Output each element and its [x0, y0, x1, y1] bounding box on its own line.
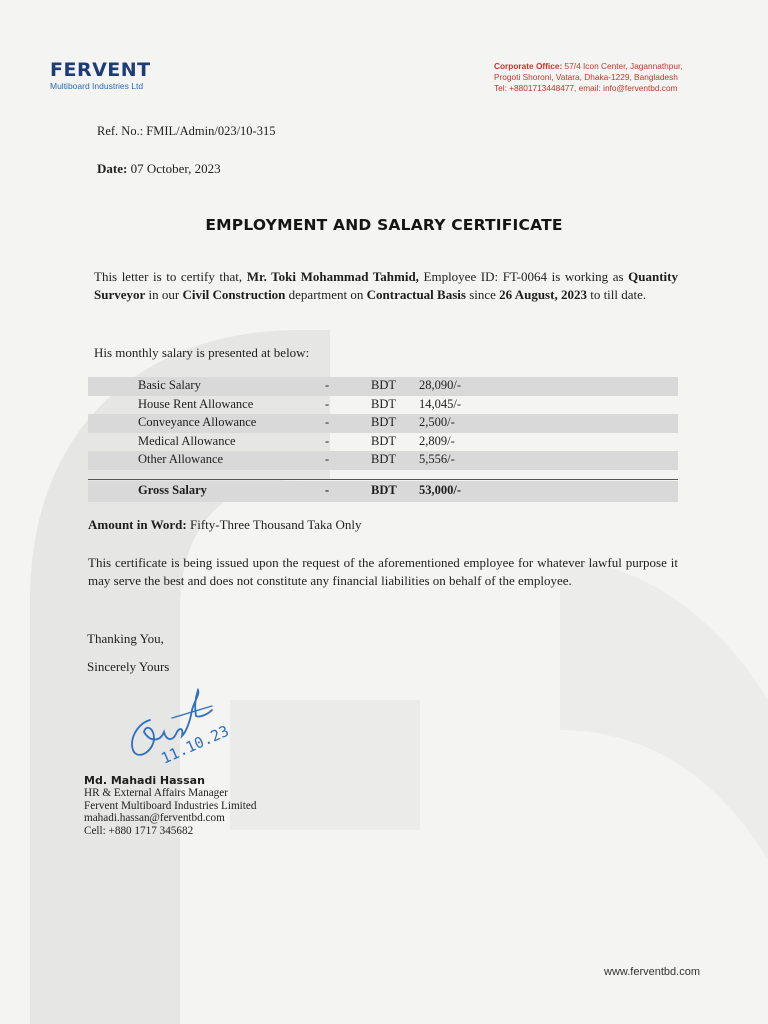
signer-block	[84, 774, 256, 837]
start-date: 26 August, 2023	[499, 287, 587, 302]
corporate-label: Corporate Office:	[494, 61, 563, 71]
intro-text: since	[469, 287, 496, 302]
employment-basis: Contractual Basis	[366, 287, 466, 302]
certification-paragraph	[94, 268, 678, 304]
intro-text: Employee ID: FT-0064 is working as	[423, 269, 624, 284]
salary-dash: -	[325, 396, 330, 411]
gross-currency: BDT	[371, 482, 397, 497]
logo-subtitle: Multiboard Industries Ltd	[50, 81, 144, 91]
corporate-address	[494, 61, 734, 94]
gross-divider	[88, 479, 678, 480]
salary-currency: BDT	[371, 396, 396, 411]
intro-text: to till date.	[590, 287, 647, 302]
salary-dash: -	[325, 433, 330, 448]
logo-name: FERVENT	[50, 59, 151, 81]
thanking-you: Thanking You,	[87, 631, 164, 646]
salary-label: Other Allowance	[138, 452, 224, 466]
salary-amount: 28,090/-	[419, 378, 462, 392]
salary-row	[88, 396, 678, 415]
salary-currency: BDT	[371, 433, 396, 448]
closing-paragraph: This certificate is being issued upon the request of the aforementioned employee for whatever lawful purpose it may serve the best and does not constitute any financial liabilities on behalf of the employee.	[88, 555, 678, 588]
salary-row	[88, 433, 678, 452]
salary-dash: -	[325, 415, 330, 429]
intro-text: This letter is to certify that,	[94, 269, 243, 284]
gross-amount: 53,000/-	[419, 482, 462, 497]
salary-table	[88, 377, 678, 502]
salary-dash: -	[325, 452, 330, 466]
salary-amount: 14,045/-	[419, 396, 462, 411]
intro-text: in our	[148, 287, 180, 302]
gross-label: Gross Salary	[138, 482, 207, 497]
salary-dash: -	[325, 378, 330, 392]
sincerely-yours: Sincerely Yours	[87, 659, 170, 674]
amount-word-value: Fifty-Three Thousand Taka Only	[189, 517, 362, 532]
signature-date: 11.10.23	[158, 721, 232, 768]
employee-name: Mr. Toki Mohammad Tahmid,	[246, 269, 419, 284]
salary-row	[88, 451, 678, 470]
salary-amount: 2,809/-	[419, 433, 455, 448]
salary-amount: 5,556/-	[419, 452, 455, 466]
website-footer: www.ferventbd.com	[604, 966, 700, 978]
corporate-address-line2: Progoti Shoroni, Vatara, Dhaka-1229, Bangladesh	[494, 72, 678, 82]
gross-salary-row	[88, 481, 678, 502]
signer-cell: Cell: +880 1717 345682	[84, 824, 194, 837]
salary-amount: 2,500/-	[419, 415, 455, 429]
company-logo	[50, 60, 151, 91]
salary-intro: His monthly salary is presented at below:	[94, 345, 310, 360]
salary-label: Conveyance Allowance	[138, 415, 257, 429]
gross-dash: -	[325, 482, 330, 497]
salary-currency: BDT	[371, 378, 396, 392]
signer-company: Fervent Multiboard Industries Limited	[84, 799, 257, 812]
signer-name: Md. Mahadi Hassan	[84, 774, 205, 787]
salary-label: Basic Salary	[138, 378, 201, 392]
certificate-title: EMPLOYMENT AND SALARY CERTIFICATE	[205, 216, 563, 234]
amount-word-label: Amount in Word:	[88, 517, 187, 532]
intro-text: department on	[288, 287, 364, 302]
salary-label: Medical Allowance	[138, 433, 236, 448]
salary-label: House Rent Allowance	[138, 396, 254, 411]
salary-row	[88, 414, 678, 433]
designation: Quantity Surveyor	[94, 269, 678, 302]
handwritten-signature	[120, 684, 250, 784]
date-value: 07 October, 2023	[130, 161, 221, 176]
salary-row	[88, 377, 678, 396]
corporate-contact: Tel: +8801713448477, email: info@ferventbd.com	[494, 83, 678, 93]
corporate-address-line1: 57/4 Icon Center, Jagannathpur,	[564, 61, 683, 71]
signer-email: mahadi.hassan@ferventbd.com	[84, 812, 225, 824]
reference-number: Ref. No.: FMIL/Admin/023/10-315	[97, 124, 276, 138]
amount-in-word	[88, 517, 362, 533]
salary-currency: BDT	[371, 452, 396, 466]
department: Civil Construction	[182, 287, 286, 302]
letter-date	[97, 161, 221, 177]
signer-title: HR & External Affairs Manager	[84, 787, 228, 799]
salary-currency: BDT	[371, 415, 396, 429]
date-label: Date:	[97, 161, 128, 176]
